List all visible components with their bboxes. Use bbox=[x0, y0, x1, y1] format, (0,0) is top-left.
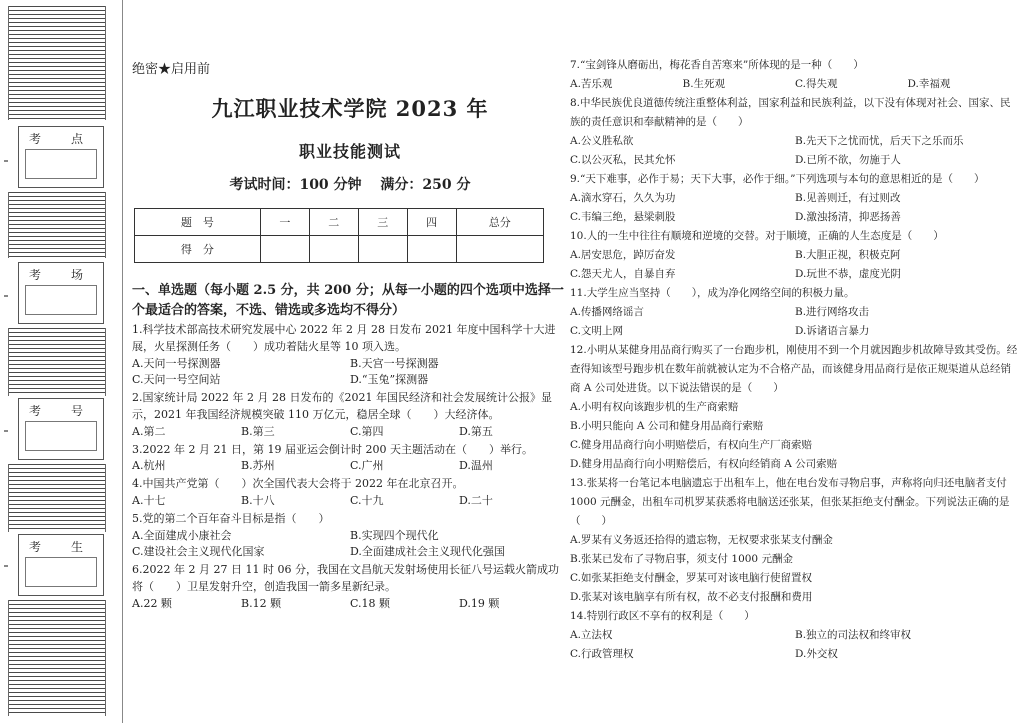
score-table bbox=[134, 208, 544, 263]
binding-lines bbox=[8, 6, 106, 120]
binding-tick bbox=[4, 565, 8, 567]
option[interactable]: A.苦乐观 bbox=[570, 78, 613, 90]
exam-place-box bbox=[18, 126, 104, 188]
exam-number-box bbox=[18, 398, 104, 460]
binding-lines bbox=[8, 328, 106, 396]
examinee-field bbox=[25, 557, 97, 587]
option[interactable]: B.天宫一号探测器 bbox=[350, 356, 439, 370]
score-cell: 三 bbox=[358, 209, 407, 236]
score-table-header-row bbox=[135, 209, 544, 236]
question-options bbox=[132, 424, 568, 441]
question-options bbox=[132, 596, 568, 613]
exam-number-label: 考 号 bbox=[29, 404, 86, 418]
option[interactable]: D.19 颗 bbox=[459, 596, 500, 610]
question-stem: 7.“宝剑锋从磨砺出，梅花香自苦寒来”所体现的是一种（ ） bbox=[570, 59, 864, 71]
option[interactable]: D.已所不欲，勿施于人 bbox=[795, 154, 901, 166]
exam-room-field bbox=[25, 285, 97, 315]
left-column bbox=[132, 58, 568, 613]
option[interactable]: C.建设社会主义现代化国家 bbox=[132, 545, 265, 559]
examinee-label: 考 生 bbox=[29, 540, 86, 554]
exam-subtitle: 职业技能测试 bbox=[298, 142, 401, 161]
option[interactable]: B.张某已发布了寻物启事，须支付 1000 元酬金 bbox=[570, 553, 793, 565]
option[interactable]: B.十八 bbox=[241, 493, 275, 507]
time-info: 考试时间：100 分钟 满分：250 分 bbox=[229, 177, 471, 193]
question-stem: 1.科学技术部高技术研究发展中心 2022 年 2 月 28 日发布 2021 年度中国科学十大进展，火星探测任务（ ）成功着陆火星等 10 项入选。 bbox=[132, 323, 556, 353]
option[interactable]: C.以公灭私，民其允怀 bbox=[570, 154, 676, 166]
score-cell: 二 bbox=[309, 209, 358, 236]
option[interactable]: D.温州 bbox=[459, 459, 493, 473]
question-stem: 14.特别行政区不享有的权利是（ ） bbox=[570, 610, 755, 622]
option[interactable]: D.外交权 bbox=[795, 648, 838, 660]
option[interactable]: B.独立的司法权和终审权 bbox=[795, 629, 912, 641]
question-stem: 8.中华民族优良道德传统注重整体利益，国家利益和民族利益，以下没有体现对社会、国家、民族的责任意识和奉献精神的是（ ） bbox=[570, 97, 1011, 128]
option[interactable]: A.公义胜私欲 bbox=[570, 135, 634, 147]
binding-margin bbox=[0, 0, 123, 723]
binding-tick bbox=[4, 430, 8, 432]
question-stem: 2.国家统计局 2022 年 2 月 28 日发布的《2021 年国民经济和社会发展统计公报》显示，2021 年我国经济规模突破 110 万亿元，稳居全球（ ）大经济体。 bbox=[132, 391, 552, 421]
option[interactable]: B.先天下之忧而忧，后天下之乐而乐 bbox=[795, 135, 964, 147]
question-options bbox=[570, 75, 1020, 94]
option[interactable]: B.12 颗 bbox=[241, 596, 282, 610]
score-input-cell[interactable] bbox=[407, 236, 456, 263]
option[interactable]: D.健身用品商行向小明赔偿后，有权向经销商 A 公司索赔 bbox=[570, 458, 838, 470]
option[interactable]: A.滴水穿石，久久为功 bbox=[570, 192, 676, 204]
option[interactable]: C.18 颗 bbox=[350, 596, 391, 610]
option[interactable]: D.张某对该电脑享有所有权，故不必支付报酬和费用 bbox=[570, 591, 813, 603]
question-options bbox=[132, 356, 568, 390]
exam-room-box bbox=[18, 262, 104, 324]
option[interactable]: A.第二 bbox=[132, 424, 166, 438]
option[interactable]: C.广州 bbox=[350, 459, 384, 473]
section-title: 一、单选题（每小题 2.5 分，共 200 分；从每一小题的四个选项中选择一个最适合的答案，不选、错选或多选均不得分） bbox=[132, 283, 564, 318]
question-stem: 3.2022 年 2 月 21 日，第 19 届亚运会倒计时 200 天主题活动在（ ）举行。 bbox=[132, 442, 533, 456]
right-column bbox=[570, 56, 1020, 664]
question-stem: 5.党的第二个百年奋斗目标是指（ ） bbox=[132, 511, 330, 525]
option[interactable]: A.全面建成小康社会 bbox=[132, 528, 232, 542]
option[interactable]: B.生死观 bbox=[682, 78, 726, 90]
option[interactable]: A.居安思危，踔厉奋发 bbox=[570, 249, 676, 261]
question-options bbox=[570, 132, 1020, 170]
school-title: 九江职业技术学院 2023 年 bbox=[211, 96, 489, 121]
option[interactable]: A.罗某有义务返还拾得的遗忘物，无权要求张某支付酬金 bbox=[570, 534, 833, 546]
secret-mark: 绝密★启用前 bbox=[132, 62, 211, 77]
score-input-cell[interactable] bbox=[260, 236, 309, 263]
question-options bbox=[132, 528, 568, 562]
option[interactable]: B.进行网络攻击 bbox=[795, 306, 870, 318]
option[interactable]: D.“玉兔”探测器 bbox=[350, 373, 429, 387]
option[interactable]: C.十九 bbox=[350, 493, 384, 507]
question-stem: 11.大学生应当坚持（ ），成为净化网络空间的积极力量。 bbox=[570, 287, 855, 299]
option[interactable]: C.天问一号空间站 bbox=[132, 373, 221, 387]
option[interactable]: B.苏州 bbox=[241, 459, 275, 473]
score-cell: 得 分 bbox=[135, 236, 261, 263]
question-options bbox=[132, 458, 568, 475]
option[interactable]: B.第三 bbox=[241, 424, 275, 438]
question-stem: 13.张某将一台笔记本电脑遗忘于出租车上，他在电台发布寻物启事，声称将向归还电脑者支付 1000 元酬金，出租车司机罗某获悉将电脑送还张某，但张某拒绝支付酬金。下列说法正确的是（ ） bbox=[570, 477, 1010, 527]
option[interactable]: C.得失观 bbox=[795, 78, 838, 90]
question-stem: 9.“天下难事，必作于易；天下大事，必作于细。”下列选项与本句的意思相近的是（ ） bbox=[570, 173, 985, 185]
score-cell: 四 bbox=[407, 209, 456, 236]
question-options bbox=[570, 189, 1020, 227]
option[interactable]: C.健身用品商行向小明赔偿后，有权向生产厂商索赔 bbox=[570, 439, 812, 451]
option[interactable]: A.天问一号探测器 bbox=[132, 356, 221, 370]
exam-page bbox=[122, 0, 1024, 723]
score-input-cell[interactable] bbox=[358, 236, 407, 263]
option[interactable]: D.激浊扬清，抑恶扬善 bbox=[795, 211, 901, 223]
exam-number-field bbox=[25, 421, 97, 451]
option[interactable]: D.诉诸语言暴力 bbox=[795, 325, 870, 337]
score-input-cell[interactable] bbox=[456, 236, 543, 263]
binding-lines bbox=[8, 464, 106, 532]
examinee-box bbox=[18, 534, 104, 596]
option[interactable]: D.玩世不恭，虚度光阴 bbox=[795, 268, 901, 280]
score-cell: 总分 bbox=[456, 209, 543, 236]
option[interactable]: A.小明有权向该跑步机的生产商索赔 bbox=[570, 401, 739, 413]
binding-lines bbox=[8, 192, 106, 258]
question-stem: 10.人的一生中往往有顺境和逆境的交替。对于顺境，正确的人生态度是（ ） bbox=[570, 230, 944, 242]
exam-room-label: 考 场 bbox=[29, 268, 86, 282]
binding-tick bbox=[4, 160, 8, 162]
option[interactable]: B.大胆正视，积极克阿 bbox=[795, 249, 901, 261]
question-options bbox=[570, 246, 1020, 284]
binding-lines bbox=[8, 600, 106, 716]
binding-tick bbox=[4, 295, 8, 297]
option[interactable]: D.幸福观 bbox=[907, 78, 951, 90]
option[interactable]: C.怨天尤人，自暴自弃 bbox=[570, 268, 676, 280]
score-cell: 题 号 bbox=[135, 209, 261, 236]
option[interactable]: B.见善则迁，有过则改 bbox=[795, 192, 901, 204]
option[interactable]: C.如张某拒绝支付酬金，罗某可对该电脑行使留置权 bbox=[570, 572, 812, 584]
exam-place-label: 考 点 bbox=[29, 132, 86, 146]
question-options bbox=[132, 493, 568, 510]
question-stem: 12.小明从某健身用品商行购买了一台跑步机，刚使用不到一个月就因跑步机故障导致其受伤。经查得知该型号跑步机在数年前就被认定为不合格产品，而该健身用品商行是依正规渠道从总经销商 A 公司处进货。以下说法错误的是（ ） bbox=[570, 344, 1018, 394]
option[interactable]: A.十七 bbox=[132, 493, 166, 507]
option[interactable]: D.全面建成社会主义现代化强国 bbox=[350, 545, 505, 559]
question-stem: 6.2022 年 2 月 27 日 11 时 06 分，我国在文昌航天发射场使用长征八号运载火箭成功将（ ）卫星发射升空，创造我国一箭多星新纪录。 bbox=[132, 563, 559, 593]
option[interactable]: A.传播网络谣言 bbox=[570, 306, 644, 318]
score-table-score-row bbox=[135, 236, 544, 263]
question-stem: 4.中国共产党第（ ）次全国代表大会将于 2022 年在北京召开。 bbox=[132, 477, 464, 491]
option[interactable]: B.实现四个现代化 bbox=[350, 528, 439, 542]
option[interactable]: A.22 颗 bbox=[132, 596, 172, 610]
score-input-cell[interactable] bbox=[309, 236, 358, 263]
option[interactable]: A.立法权 bbox=[570, 629, 613, 641]
exam-place-field bbox=[25, 149, 97, 179]
question-options bbox=[570, 303, 1020, 341]
option[interactable]: D.二十 bbox=[459, 493, 493, 507]
option[interactable]: D.第五 bbox=[459, 424, 493, 438]
option[interactable]: C.第四 bbox=[350, 424, 384, 438]
score-cell: 一 bbox=[260, 209, 309, 236]
option[interactable]: C.行政管理权 bbox=[570, 648, 634, 660]
option[interactable]: C.文明上网 bbox=[570, 325, 623, 337]
option[interactable]: C.韦编三绝，悬梁刺股 bbox=[570, 211, 676, 223]
option[interactable]: B.小明只能向 A 公司和健身用品商行索赔 bbox=[570, 420, 764, 432]
question-options bbox=[570, 626, 1020, 664]
option[interactable]: A.杭州 bbox=[132, 459, 166, 473]
